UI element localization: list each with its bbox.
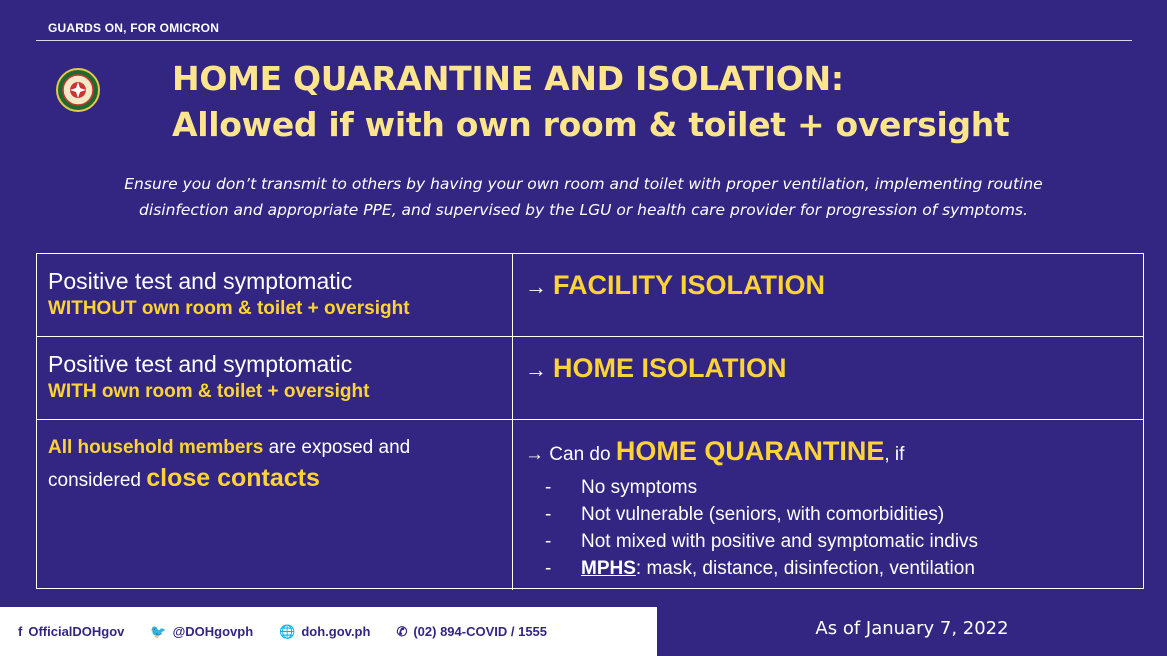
mphs-text: : mask, distance, disinfection, ventilation — [635, 558, 975, 579]
can-do-text: Can do — [544, 444, 616, 465]
kicker-divider — [36, 40, 1132, 41]
list-item — [525, 528, 1131, 555]
title-line-1: HOME QUARANTINE AND ISOLATION: — [172, 59, 844, 98]
dash-glyph: - — [545, 477, 552, 498]
intro-text — [20, 171, 1147, 223]
kicker-label: GUARDS ON, FOR OMICRON — [48, 21, 220, 35]
arrow-glyph: → — [525, 444, 544, 465]
outcome-label: HOME QUARANTINE — [615, 436, 885, 466]
condition-cell — [37, 337, 513, 419]
facebook-icon: f — [18, 624, 23, 639]
outcome-cell — [513, 254, 1143, 336]
outcome-cell — [513, 420, 1143, 590]
intro-line-1: Ensure you don’t transmit to others by having your own room and toilet with proper ventilation, implementing routine — [124, 175, 1043, 193]
arrow-glyph: → — [525, 357, 547, 382]
twitter-icon: 🐦 — [150, 623, 167, 639]
close-contacts-label: close contacts — [146, 464, 320, 492]
condition-text: Not mixed with positive and symptomatic indivs — [581, 531, 979, 552]
dash-glyph: - — [545, 531, 552, 552]
table-row — [37, 254, 1143, 337]
mphs-label: MPHS — [581, 558, 636, 579]
facebook-handle: OfficialDOHgov — [28, 624, 125, 639]
condition-sub: WITH own room & toilet + oversight — [48, 381, 370, 402]
condition-text: Not vulnerable (seniors, with comorbidities) — [581, 504, 945, 525]
guidance-table — [36, 253, 1144, 589]
outcome-label: HOME ISOLATION — [553, 353, 787, 383]
date-stamp: As of January 7, 2022 — [815, 618, 1009, 639]
phone-number: (02) 894-COVID / 1555 — [413, 624, 548, 639]
website-link[interactable] — [279, 624, 370, 640]
condition-list — [525, 474, 1131, 582]
intro-line-2: disinfection and appropriate PPE, and supervised by the LGU or health care provider for progression of symptoms. — [139, 201, 1028, 219]
twitter-link[interactable] — [150, 624, 253, 640]
twitter-handle: @DOHgovph — [172, 624, 254, 639]
website-url: doh.gov.ph — [301, 624, 371, 639]
if-text: , if — [884, 444, 905, 465]
arrow-glyph: → — [525, 274, 547, 299]
footer-contacts — [0, 607, 657, 656]
table-row — [37, 337, 1143, 420]
condition-lead: Positive test and symptomatic — [48, 268, 353, 294]
condition-cell — [37, 420, 513, 590]
phone-link[interactable] — [396, 624, 547, 640]
list-item — [525, 474, 1131, 501]
doh-seal-icon — [56, 68, 100, 112]
condition-cell — [37, 254, 513, 336]
household-text-b: considered — [48, 470, 147, 491]
dash-glyph: - — [545, 558, 552, 579]
outcome-label: FACILITY ISOLATION — [553, 270, 826, 300]
household-text-a: are exposed and — [263, 437, 411, 458]
outcome-cell — [513, 337, 1143, 419]
page-title — [172, 56, 1132, 148]
condition-text: No symptoms — [581, 477, 698, 498]
list-item — [525, 501, 1131, 528]
condition-lead: Positive test and symptomatic — [48, 351, 353, 377]
household-highlight: All household members — [48, 437, 264, 458]
list-item — [525, 555, 1131, 582]
condition-sub: WITHOUT own room & toilet + oversight — [48, 298, 410, 319]
phone-icon: ✆ — [396, 623, 408, 639]
facebook-link[interactable] — [18, 624, 124, 639]
table-row — [37, 420, 1143, 590]
dash-glyph: - — [545, 504, 552, 525]
title-line-2: Allowed if with own room & toilet + oversight — [172, 105, 1010, 144]
globe-icon: 🌐 — [279, 623, 296, 639]
